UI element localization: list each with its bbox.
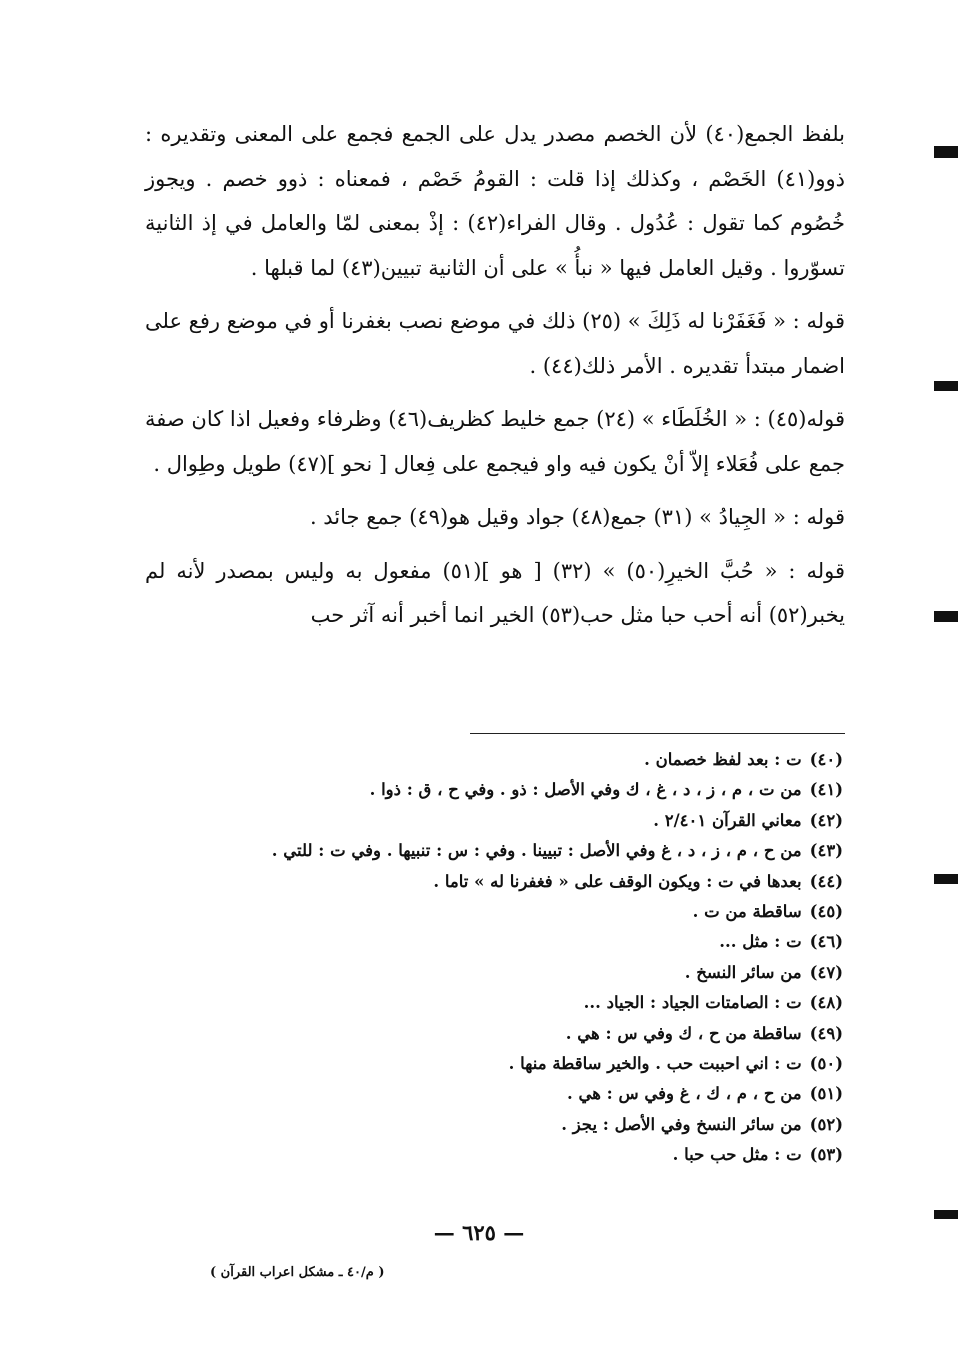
footnote-text: ت : مثل حب حبا . bbox=[672, 1145, 802, 1165]
footnote-text: من سائر النسخ . bbox=[684, 962, 802, 982]
footnote-text: ت : بعد لفظ خصمان . bbox=[644, 750, 802, 769]
footnote-number: (٤٣) bbox=[809, 841, 843, 861]
footnote-40 bbox=[145, 745, 843, 775]
footnote-number: (٤٧) bbox=[809, 962, 843, 982]
footnote-52 bbox=[145, 1110, 843, 1140]
footnote-text: ت : الصامتات الجياد : الجياد ... bbox=[583, 993, 802, 1013]
footnote-number: (٤٠) bbox=[809, 750, 843, 769]
footnotes bbox=[145, 745, 843, 1171]
scan-edge-mark bbox=[934, 874, 958, 884]
footnote-number: (٤٥) bbox=[809, 902, 843, 922]
footnote-number: (٤٤) bbox=[809, 871, 843, 891]
paragraph-3: قوله(٤٥) : « الخُلَطَاء » (٢٤) جمع خليط كظريف(٤٦) وظرفاء وفعيل اذا كان صفة جمع على فُعَلاء إلاّ أنْ يكون فيه واو فيجمع على فِعال [ نحو ](٤٧) طويل وطِوال . bbox=[145, 407, 846, 476]
footnote-text: من ح ، م ، ز ، د ، غ وفي الأصل : تبيينا . وفي : س : تنبيها . وفي ت : للتي . bbox=[271, 841, 802, 861]
footnote-44 bbox=[145, 867, 843, 897]
footnote-number: (٤٦) bbox=[809, 932, 843, 952]
footnote-text: ساقطة من ت . bbox=[692, 902, 802, 922]
footnote-48 bbox=[145, 988, 843, 1018]
footnote-number: (٤٩) bbox=[809, 1023, 843, 1043]
scan-edge-mark bbox=[934, 146, 958, 158]
footnote-41 bbox=[145, 775, 843, 805]
footnote-number: (٥٢) bbox=[809, 1114, 843, 1134]
footnote-45 bbox=[145, 897, 843, 927]
page-number: — ٦٢٥ — bbox=[433, 1220, 525, 1245]
footnote-text: من سائر النسخ وفي الأصل : يجز . bbox=[561, 1114, 802, 1134]
paragraph-5: قوله : « حُبَّ الخيرِ(٥٠) » (٣٢) [ هو ](٥١) مفعول به وليس بمصدر لأنه لم يخبر(٥٢) أنه أحب حبا مثل حب(٥٣) الخير انما أخبر أنه آثر حب bbox=[145, 558, 845, 627]
footnote-text: ت : اني احببت حب . والخير ساقطة منها . bbox=[508, 1054, 802, 1074]
main-text bbox=[145, 112, 845, 647]
footnote-51 bbox=[145, 1079, 843, 1109]
footnote-text: بعدها في ت : ويكون الوقف على « فغفرنا له » تاما . bbox=[433, 871, 802, 891]
footnote-number: (٤٨) bbox=[809, 993, 843, 1013]
footnote-42 bbox=[145, 806, 843, 836]
paragraph-4: قوله : « الجِيادُ » (٣١) جمع(٤٨) جواد وقيل هو(٤٩) جمع جائد . bbox=[309, 505, 845, 529]
footnote-47 bbox=[145, 958, 843, 988]
scan-edge-mark bbox=[934, 1210, 958, 1219]
paragraph-2: قوله : « فَغَفَرْنا له ذَلِكَ » (٢٥) ذلك في موضع نصب بغفرنا أو في موضع رفع على اضمار مبتدأ تقديره . الأمر ذلك(٤٤) . bbox=[145, 309, 845, 378]
printer-signature: ( م/٤٠ ـ مشكل اعراب القرآن ) bbox=[210, 1265, 385, 1280]
footnote-number: (٥٣) bbox=[809, 1145, 843, 1165]
footnote-text: ت : مثل ... bbox=[719, 932, 802, 952]
scan-edge-mark bbox=[934, 381, 958, 391]
footnote-number: (٥١) bbox=[809, 1084, 843, 1104]
footnote-46 bbox=[145, 927, 843, 957]
footnote-number: (٤٢) bbox=[809, 810, 843, 830]
footnote-43 bbox=[145, 836, 843, 866]
footnote-53 bbox=[145, 1140, 843, 1170]
footnote-text: معاني القرآن ٢/٤٠١ . bbox=[653, 810, 802, 830]
footnote-number: (٥٠) bbox=[809, 1054, 843, 1074]
footnote-49 bbox=[145, 1019, 843, 1049]
footnote-text: من ح ، م ، ك ، غ وفي س : هي . bbox=[566, 1084, 802, 1104]
footnote-50 bbox=[145, 1049, 843, 1079]
footnote-text: من ت ، م ، ز ، د ، غ ، ك وفي الأصل : ذو . وفي ح ، ق : ذوا . bbox=[369, 780, 802, 800]
paragraph-1: بلفظ الجمع(٤٠) لأن الخصم مصدر يدل على الجمع فجمع على المعنى وتقديره : ذوو(٤١) الخَصْم ، وكذلك إذا قلت : القومُ خَصْم ، فمعناه : ذوو خصم . ويجوز خُصُوم كما تقول : عُدُول . وقال الفراء(٤٢) : إذْ بمعنى لمّا والعامل في إذ الثانية تسوّروا . وقيل العامل فيها « نبأُ » على أن الثانية تبيين(٤٣) لما قبلها . bbox=[145, 122, 845, 280]
footnote-text: ساقطة من ح ، ك وفي س : هي . bbox=[565, 1023, 802, 1043]
footnote-number: (٤١) bbox=[809, 780, 843, 800]
scan-edge-mark bbox=[934, 611, 958, 622]
footnote-divider bbox=[470, 733, 845, 734]
